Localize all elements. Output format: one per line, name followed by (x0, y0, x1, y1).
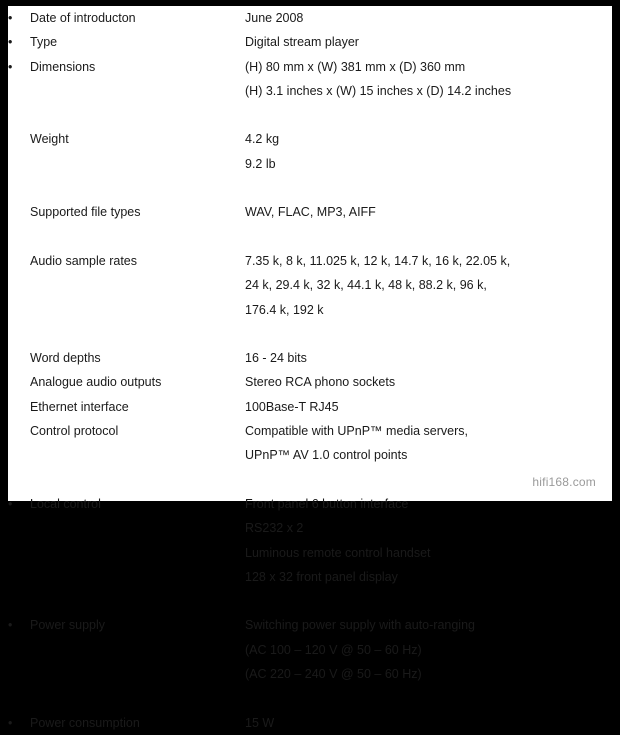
bullet-spacer (8, 516, 30, 540)
spec-label (30, 516, 245, 540)
bullet-spacer (8, 541, 30, 565)
spec-value: 4.2 kg (245, 132, 280, 147)
spec-value: Stereo RCA phono sockets (245, 375, 396, 390)
specifications-table (8, 6, 612, 735)
spec-label (30, 298, 245, 322)
bullet-spacer (8, 419, 30, 443)
spec-value: 128 x 32 front panel display (245, 569, 398, 584)
table-row (8, 6, 612, 30)
row-spacer (8, 103, 612, 127)
spec-label (30, 541, 245, 565)
spec-value: (H) 80 mm x (W) 381 mm x (D) 360 mm (245, 59, 466, 74)
spec-label: Ethernet interface (30, 399, 129, 414)
bullet-spacer (8, 370, 30, 394)
spec-value: 100Base-T RJ45 (245, 399, 339, 414)
row-spacer-cell (8, 103, 612, 127)
bullet-spacer (8, 443, 30, 467)
bullet-icon (8, 6, 30, 30)
table-row (8, 565, 612, 589)
table-row (8, 298, 612, 322)
table-row (8, 492, 612, 516)
spec-label: Power consumption (30, 715, 140, 730)
spec-value: 176.4 k, 192 k (245, 302, 324, 317)
spec-value: 7.35 k, 8 k, 11.025 k, 12 k, 14.7 k, 16 k, 22.05 k, (245, 253, 511, 268)
row-spacer-cell (8, 225, 612, 249)
watermark-label: hifi168.com (532, 475, 596, 489)
spec-label: Audio sample rates (30, 253, 138, 268)
bullet-icon (8, 711, 30, 735)
row-spacer-cell (8, 589, 612, 613)
spec-label: Date of introducton (30, 11, 136, 25)
table-row (8, 443, 612, 467)
bullet-spacer (8, 662, 30, 686)
spec-value: (H) 3.1 inches x (W) 15 inches x (D) 14.2 inches (245, 83, 512, 98)
spec-label (30, 638, 245, 662)
row-spacer (8, 468, 612, 492)
table-row (8, 55, 612, 79)
spec-value: Compatible with UPnP™ media servers, (245, 424, 468, 439)
bullet-spacer (8, 273, 30, 297)
spec-value: June 2008 (245, 11, 304, 25)
table-row (8, 346, 612, 370)
bullet-icon (8, 613, 30, 637)
bullet-spacer (8, 152, 30, 176)
bullet-dot-icon: • (8, 11, 13, 25)
table-row (8, 152, 612, 176)
bullet-spacer (8, 565, 30, 589)
row-spacer-cell (8, 322, 612, 346)
table-row (8, 249, 612, 273)
row-spacer (8, 589, 612, 613)
spec-label (30, 443, 245, 467)
spec-label (30, 79, 245, 103)
table-row (8, 613, 612, 637)
bullet-dot-icon: • (8, 35, 13, 50)
bullet-dot-icon: • (8, 59, 13, 74)
spec-value: 16 - 24 bits (245, 351, 307, 366)
table-row (8, 30, 612, 54)
spec-value: 9.2 lb (245, 156, 276, 171)
table-row (8, 419, 612, 443)
bullet-spacer (8, 395, 30, 419)
spec-label: Dimensions (30, 59, 96, 74)
row-spacer (8, 176, 612, 200)
table-row (8, 79, 612, 103)
spec-label: Local control (30, 496, 101, 511)
spec-value: (AC 220 – 240 V @ 50 – 60 Hz) (245, 667, 422, 682)
spec-value: RS232 x 2 (245, 521, 304, 536)
spec-label: Weight (30, 132, 69, 147)
spec-label: Power supply (30, 618, 106, 633)
bullet-spacer (8, 638, 30, 662)
bullet-spacer (8, 200, 30, 224)
table-row (8, 541, 612, 565)
row-spacer (8, 686, 612, 710)
table-row (8, 200, 612, 224)
spec-label (30, 662, 245, 686)
document-page (8, 6, 612, 730)
bullet-spacer (8, 298, 30, 322)
table-row (8, 395, 612, 419)
row-spacer-cell (8, 176, 612, 200)
spec-label: Supported file types (30, 205, 141, 220)
spec-label: Analogue audio outputs (30, 375, 162, 390)
bullet-dot-icon: • (8, 715, 13, 730)
spec-value: Digital stream player (245, 35, 359, 50)
spec-label (30, 152, 245, 176)
bullet-spacer (8, 127, 30, 151)
spec-label: Word depths (30, 351, 101, 366)
spec-value: (AC 100 – 120 V @ 50 – 60 Hz) (245, 642, 422, 657)
spec-value: Switching power supply with auto-ranging (245, 618, 475, 633)
spec-label: Type (30, 35, 58, 50)
row-spacer-cell (8, 686, 612, 710)
specifications-table-body (8, 6, 612, 735)
bullet-spacer (8, 249, 30, 273)
spec-value: Luminous remote control handset (245, 545, 431, 560)
spec-value: 24 k, 29.4 k, 32 k, 44.1 k, 48 k, 88.2 k, 96 k, (245, 278, 487, 293)
bullet-dot-icon: • (8, 618, 13, 633)
row-spacer-cell (8, 468, 612, 492)
spec-label: Control protocol (30, 424, 119, 439)
table-row (8, 127, 612, 151)
table-row (8, 638, 612, 662)
spec-value: 15 W (245, 715, 275, 730)
bullet-icon (8, 55, 30, 79)
bullet-icon (8, 30, 30, 54)
bullet-spacer (8, 79, 30, 103)
spec-label (30, 565, 245, 589)
row-spacer (8, 322, 612, 346)
table-row (8, 516, 612, 540)
table-row (8, 711, 612, 735)
row-spacer (8, 225, 612, 249)
table-row (8, 370, 612, 394)
spec-value: UPnP™ AV 1.0 control points (245, 448, 408, 463)
table-row (8, 273, 612, 297)
bullet-spacer (8, 346, 30, 370)
spec-value: Front panel 6 button interface (245, 496, 409, 511)
table-row (8, 662, 612, 686)
spec-value: WAV, FLAC, MP3, AIFF (245, 205, 376, 220)
bullet-icon (8, 492, 30, 516)
bullet-dot-icon: • (8, 496, 13, 511)
spec-label (30, 273, 245, 297)
